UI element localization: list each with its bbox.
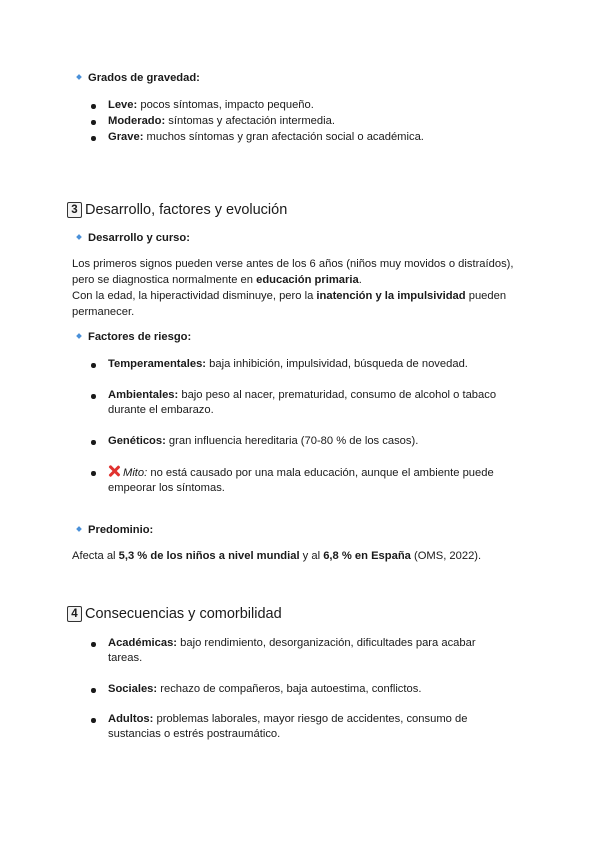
paragraph-desarrollo-1: Los primeros signos pueden verse antes de los 6 años (niños muy movidos o distraídos), pero se diagnostica normalmente en educación primaria.: [72, 258, 514, 286]
diamond-bullet-icon: [76, 333, 82, 339]
subheading-grados-gravedad: Grados de gravedad:: [77, 71, 200, 86]
list-item: Temperamentales: baja inhibición, impulsividad, búsqueda de novedad.: [91, 357, 521, 372]
bullet-icon: [91, 394, 96, 399]
bullet-icon: [91, 471, 96, 476]
list-item-mito: Mito: no está causado por una mala educación, aunque el ambiente puede empeorar los síntomas.: [91, 465, 526, 496]
diamond-bullet-icon: [76, 526, 82, 532]
bullet-icon: [91, 642, 96, 647]
bullet-icon: [91, 363, 96, 368]
subheading-factores-riesgo: Factores de riesgo:: [77, 330, 191, 345]
bullet-icon: [91, 136, 96, 141]
section-heading-3: 3 Desarrollo, factores y evolución: [67, 202, 287, 218]
paragraph-desarrollo-2: Con la edad, la hiperactividad disminuye, pero la inatención y la impulsividad pueden permanecer.: [72, 290, 507, 318]
list-item: Ambientales: bajo peso al nacer, prematuridad, consumo de alcohol o tabaco durante el embarazo.: [91, 388, 516, 418]
section-heading-4: 4 Consecuencias y comorbilidad: [67, 606, 282, 622]
bullet-icon: [91, 120, 96, 125]
cross-mark-icon: [108, 465, 120, 477]
bullet-icon: [91, 440, 96, 445]
list-item: Genéticos: gran influencia hereditaria (70-80 % de los casos).: [91, 434, 521, 449]
list-item: Grave: muchos síntomas y gran afectación social o académica.: [91, 130, 521, 145]
diamond-bullet-icon: [76, 74, 82, 80]
bullet-icon: [91, 718, 96, 723]
bullet-icon: [91, 688, 96, 693]
subheading-predominio: Predominio:: [77, 523, 153, 538]
list-item: Moderado: síntomas y afectación intermedia.: [91, 114, 521, 129]
list-item: Académicas: bajo rendimiento, desorganización, dificultades para acabar tareas.: [91, 636, 511, 666]
list-item: Leve: pocos síntomas, impacto pequeño.: [91, 98, 521, 113]
keycap-number-icon: 4: [67, 606, 82, 622]
bullet-icon: [91, 104, 96, 109]
list-item: Adultos: problemas laborales, mayor riesgo de accidentes, consumo de sustancias o estrés postraumático.: [91, 712, 511, 742]
subheading-desarrollo-curso: Desarrollo y curso:: [77, 231, 190, 246]
keycap-number-icon: 3: [67, 202, 82, 218]
diamond-bullet-icon: [76, 234, 82, 240]
paragraph-predominio: Afecta al 5,3 % de los niños a nivel mundial y al 6,8 % en España (OMS, 2022).: [72, 550, 482, 562]
list-item: Sociales: rechazo de compañeros, baja autoestima, conflictos.: [91, 682, 521, 697]
